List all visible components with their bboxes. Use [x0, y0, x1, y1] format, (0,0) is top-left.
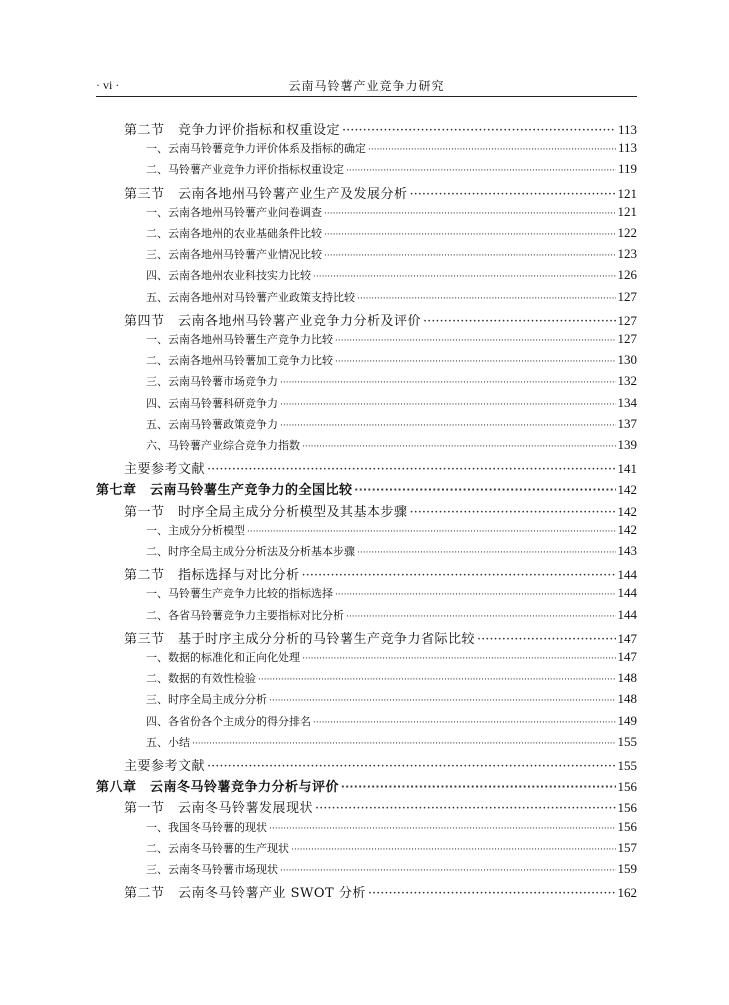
toc-entry-page-number: 156: [617, 800, 637, 816]
dot-leader: [335, 587, 616, 600]
toc-entry-page-number: 144: [617, 606, 637, 622]
dot-leader: [302, 439, 616, 452]
toc-entry-item: [146, 670, 637, 690]
toc-entry-page-number: 141: [617, 461, 637, 477]
toc-entry-item: [146, 204, 637, 224]
toc-entry-title: 主要参考文献: [124, 462, 206, 478]
toc-entry-page-number: 144: [617, 567, 637, 583]
dot-leader: [280, 418, 616, 431]
toc-entry-title: 主要参考文献: [124, 759, 206, 774]
toc-entry-title: 三、时序全局主成分分析: [146, 693, 267, 707]
dot-leader: [269, 821, 616, 834]
dot-leader: [410, 187, 616, 202]
toc-entry-item: [146, 734, 637, 754]
toc-entry-page-number: 143: [617, 543, 637, 558]
toc-entry-title: 二、云南冬马铃薯的生产现状: [146, 841, 289, 855]
toc-entry-item: [146, 140, 637, 160]
toc-entry-page-number: 134: [617, 394, 637, 410]
toc-entry-title: 四、云南马铃薯科研竞争力: [146, 396, 278, 410]
toc-entry-item: [146, 713, 637, 733]
dot-leader: [355, 482, 616, 497]
dot-leader: [291, 842, 616, 855]
toc-entry-page-number: 127: [617, 331, 637, 346]
toc-entry-title: 一、云南各地州马铃薯生产竞争力比较: [146, 333, 333, 346]
toc-entry-page-number: 137: [617, 415, 637, 431]
dot-leader: [280, 375, 616, 388]
toc-entry-title: 一、数据的标准化和正向化处理: [146, 651, 300, 664]
toc-entry-page-number: 147: [617, 649, 637, 664]
toc-entry-page-number: 149: [617, 712, 637, 728]
toc-entry-section: [124, 564, 637, 584]
toc-entry-title: 一、云南各地州马铃薯产业问卷调查: [146, 205, 322, 219]
toc-entry-page-number: 142: [617, 482, 637, 498]
toc-entry-title: 五、小结: [146, 735, 190, 749]
dot-leader: [346, 163, 616, 176]
toc-entry-item: [146, 819, 637, 839]
dot-leader: [313, 715, 616, 728]
toc-entry-page-number: 127: [617, 288, 637, 304]
toc-entry-title: 三、云南冬马铃薯市场现状: [146, 863, 278, 876]
toc-entry-title: 第四节 云南各地州马铃薯产业竞争力分析及评价: [124, 313, 422, 329]
toc-entry-page-number: 113: [617, 122, 637, 137]
dot-leader: [423, 314, 615, 329]
toc-entry-title: 二、数据的有效性检验: [146, 672, 256, 686]
toc-entry-item: [146, 161, 637, 181]
toc-entry-page-number: 142: [617, 521, 637, 537]
toc-entry-title: 三、云南马铃薯市场竞争力: [146, 375, 278, 389]
dot-leader: [302, 568, 616, 583]
toc-entry-page-number: 123: [617, 246, 637, 262]
toc-entry-title: 第二节 竞争力评价指标和权重设定: [124, 123, 341, 138]
dot-leader: [368, 142, 616, 155]
toc-entry-page-number: 162: [617, 885, 637, 901]
toc-entry-item: [146, 352, 637, 372]
running-header: [96, 76, 637, 96]
toc-entry-item: [146, 267, 637, 287]
dot-leader: [357, 545, 616, 558]
toc-entry-page-number: 155: [617, 758, 637, 773]
toc-entry-page-number: 127: [617, 312, 637, 328]
toc-entry-item: [146, 585, 637, 605]
dot-leader: [315, 801, 615, 816]
toc-entry-page-number: 148: [617, 691, 637, 707]
toc-entry-item: [146, 289, 637, 309]
running-title: 云南马铃薯产业竞争力研究: [288, 79, 445, 93]
toc-entry-section: [124, 882, 637, 902]
toc-entry-page-number: 121: [617, 203, 637, 219]
dot-leader: [192, 736, 616, 749]
dot-leader: [207, 759, 615, 774]
dot-leader: [324, 227, 616, 240]
toc-entry-title: 二、马铃薯产业竞争力评价指标权重设定: [146, 163, 344, 177]
toc-entry-page-number: 147: [617, 630, 637, 646]
toc-entry-page-number: 144: [617, 585, 637, 601]
toc-entry-title: 一、云南马铃薯竞争力评价体系及指标的确定: [146, 142, 366, 156]
toc-entry-title: 第二节 云南冬马铃薯产业 SWOT 分析: [124, 886, 366, 902]
dot-leader: [269, 693, 616, 706]
toc-entry-title: 二、云南各地州的农业基础条件比较: [146, 227, 322, 240]
toc-entry-title: 第一节 云南冬马铃薯发展现状: [124, 801, 314, 817]
dot-leader: [280, 397, 616, 410]
dot-leader: [410, 505, 616, 520]
toc-entry-page-number: 132: [617, 373, 637, 389]
toc-entry-title: 二、云南各地州马铃薯加工竞争力比较: [146, 354, 333, 368]
dot-leader: [280, 863, 616, 876]
toc-entry-ref: [124, 755, 637, 775]
toc-entry-title: 五、云南各地州对马铃薯产业政策支持比较: [146, 290, 355, 304]
toc-entry-page-number: 156: [617, 818, 637, 834]
toc-entry-item: [146, 840, 637, 860]
toc-entry-item: [146, 522, 637, 542]
toc-entry-section: [124, 119, 637, 139]
toc-entry-item: [146, 437, 637, 457]
dot-leader: [477, 632, 615, 647]
toc-entry-page-number: 130: [617, 352, 637, 368]
toc-entry-page-number: 156: [617, 779, 637, 795]
dot-leader: [302, 651, 616, 664]
toc-entry-title: 一、主成分分析模型: [146, 523, 245, 537]
dot-leader: [346, 609, 616, 622]
toc-entry-item: [146, 416, 637, 436]
toc-entry-title: 四、各省份各个主成分的得分排名: [146, 714, 311, 728]
toc-entry-title: 第二节 指标选择与对比分析: [124, 568, 300, 584]
toc-entry-title: 第三节 基于时序主成分分析的马铃薯生产竞争力省际比较: [124, 631, 476, 647]
toc-entry-page-number: 142: [617, 503, 637, 519]
toc-entry-page-number: 126: [617, 267, 637, 283]
toc-entry-page-number: 155: [617, 733, 637, 749]
toc-entry-item: [146, 649, 637, 669]
toc-entry-item: [146, 607, 637, 627]
toc-entry-item: [146, 373, 637, 393]
toc-entry-page-number: 159: [617, 861, 637, 876]
dot-leader: [357, 291, 616, 304]
dot-leader: [207, 462, 615, 477]
toc-entry-ref: [124, 458, 637, 478]
toc-entry-title: 三、云南各地州马铃薯产业情况比较: [146, 248, 322, 262]
toc-entry-page-number: 157: [617, 839, 637, 855]
toc-entry-page-number: 119: [617, 161, 637, 177]
toc-entry-title: 第一节 时序全局主成分分析模型及其基本步骤: [124, 504, 408, 520]
toc-entry-section: [124, 797, 637, 817]
toc-entry-item: [146, 225, 637, 245]
toc-entry-chapter: [96, 479, 637, 499]
dot-leader: [342, 123, 616, 138]
toc-entry-section: [124, 310, 637, 330]
toc-entry-title: 一、我国冬马铃薯的现状: [146, 820, 267, 834]
header-rule: [96, 96, 637, 97]
toc-entry-section: [124, 183, 637, 203]
toc-entry-title: 二、各省马铃薯竞争力主要指标对比分析: [146, 608, 344, 622]
toc-entry-item: [146, 691, 637, 711]
toc-entry-title: 第七章 云南马铃薯生产竞争力的全国比较: [96, 482, 353, 498]
toc-entry-title: 第八章 云南冬马铃薯竞争力分析与评价: [96, 779, 340, 795]
toc-entry-title: 一、马铃薯生产竞争力比较的指标选择: [146, 587, 333, 601]
dot-leader: [335, 333, 616, 346]
toc-entry-item: [146, 331, 637, 351]
toc-entry-section: [124, 628, 637, 648]
toc-entry-title: 六、马铃薯产业综合竞争力指数: [146, 439, 300, 452]
dot-leader: [313, 269, 616, 282]
dot-leader: [247, 524, 616, 537]
toc-entry-item: [146, 246, 637, 266]
toc-entry-title: 五、云南马铃薯政策竞争力: [146, 417, 278, 431]
toc-entry-item: [146, 861, 637, 881]
dot-leader: [335, 354, 616, 367]
toc-entry-title: 四、云南各地州农业科技实力比较: [146, 269, 311, 283]
page-number: · vi ·: [96, 78, 120, 92]
dot-leader: [324, 248, 616, 261]
toc-entry-chapter: [96, 776, 637, 796]
dot-leader: [368, 886, 616, 901]
toc-entry-page-number: 148: [617, 670, 637, 686]
toc-entry-page-number: 113: [617, 140, 637, 156]
toc-entry-item: [146, 543, 637, 563]
dot-leader: [258, 672, 616, 685]
toc-entry-section: [124, 501, 637, 521]
toc-entry-page-number: 121: [617, 185, 637, 201]
toc-entry-item: [146, 395, 637, 415]
toc-entry-page-number: 139: [617, 437, 637, 452]
dot-leader: [341, 779, 615, 794]
toc-entry-title: 第三节 云南各地州马铃薯产业生产及发展分析: [124, 186, 408, 202]
toc-entry-title: 二、时序全局主成分分析法及分析基本步骤: [146, 545, 355, 558]
toc-entry-page-number: 122: [617, 225, 637, 240]
dot-leader: [324, 206, 616, 219]
